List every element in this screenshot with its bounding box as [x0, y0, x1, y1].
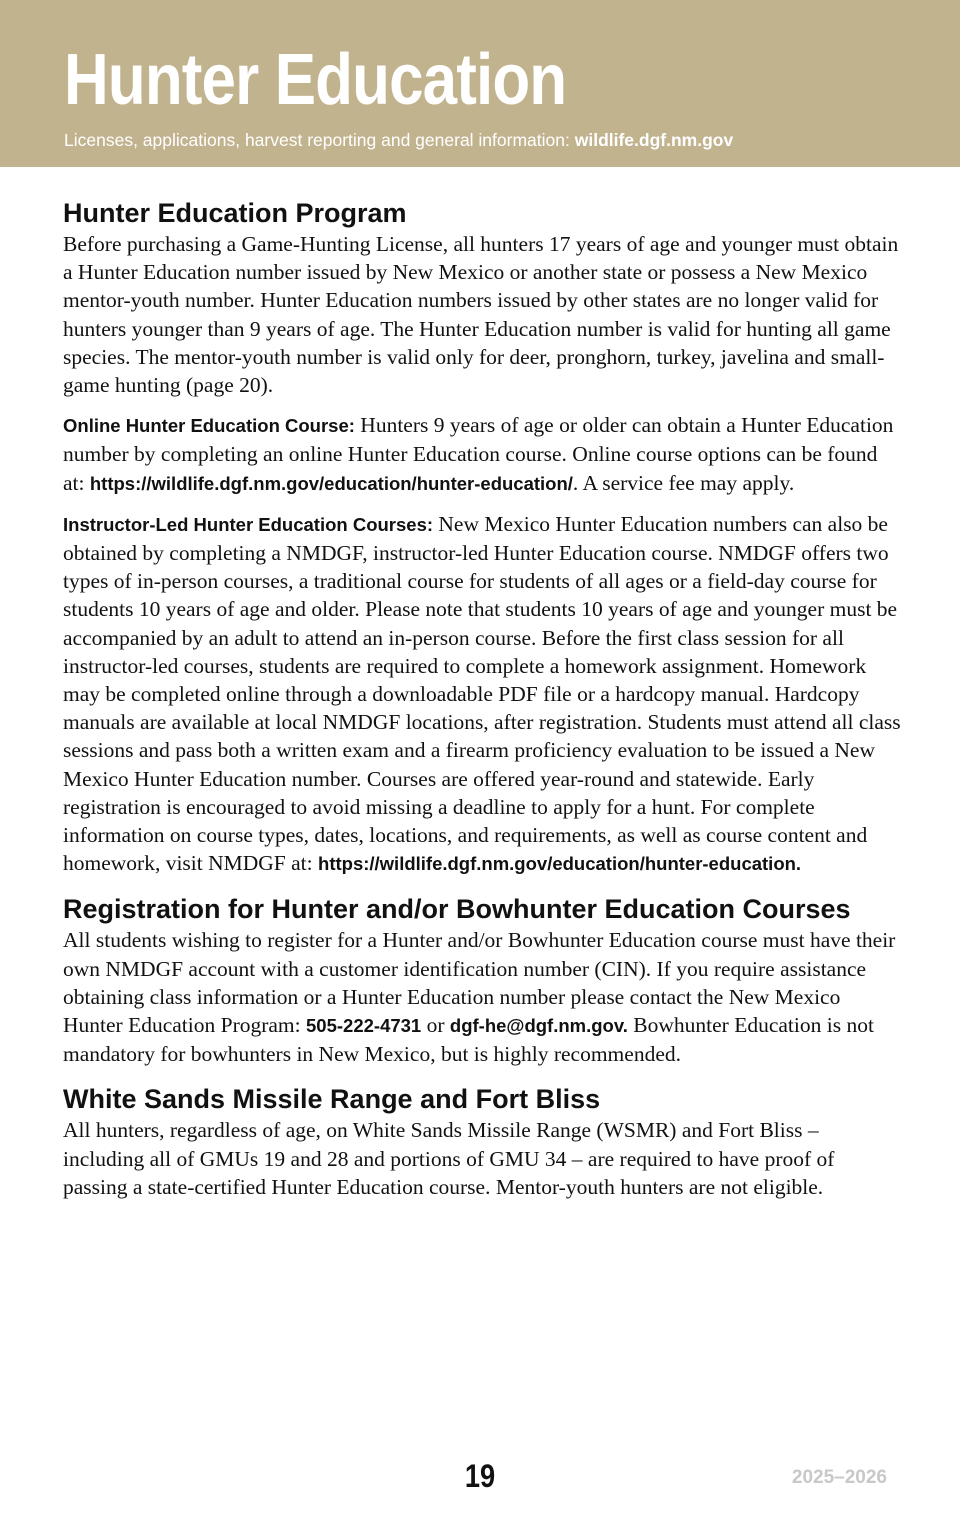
email-link[interactable]: dgf-he@dgf.nm.gov.	[449, 1015, 628, 1037]
header-banner	[0, 0, 960, 167]
instructor-course-lead: Instructor-Led Hunter Education Courses:	[63, 513, 434, 535]
edition-year: 2025–2026	[791, 1467, 887, 1488]
page-number: 19	[464, 1458, 496, 1494]
online-course-paragraph	[63, 411, 901, 498]
online-course-link[interactable]: https://wildlife.dgf.nm.gov/education/hunter-education/	[89, 472, 573, 494]
instructor-course-link[interactable]: https://wildlife.dgf.nm.gov/education/hunter-education.	[318, 853, 802, 875]
program-body: Before purchasing a Game-Hunting License, all hunters 17 years of age and younger must obtain a Hunter Education number issued by New Mexico or another state or possess a New Mexico mentor-youth number. Hunter Education numbers issued by other states are no longer valid for hunters younger than 9 years of age. The Hunter Education number is valid for hunting all game species. The mentor-youth number is valid only for deer, pronghorn, turkey, javelina and small-game hunting (page 20).	[63, 232, 899, 398]
section-heading-wsmr: White Sands Missile Range and Fort Bliss	[63, 1084, 601, 1115]
instructor-course-paragraph	[63, 510, 901, 879]
instructor-course-text: New Mexico Hunter Education numbers can also be obtained by completing a NMDGF, instructor-led Hunter Education course. NMDGF offers two types of in-person courses, a traditional course for students of all ages or a field-day course for students 10 years of age and older. Please note that students 10 years of age and younger must be accompanied by an adult to attend an in-person course. Before the first class session for all instructor-led courses, students are required to complete a homework assignment. Homework may be completed online through a downloadable PDF file or a hardcopy manual. Hardcopy manuals are available at local NMDGF locations, after registration. Students must attend all class sessions and pass both a written exam and a firearm proficiency evaluation to be issued a New Mexico Hunter Education number. Courses are offered year-round and statewide. Early registration is encouraged to avoid missing a deadline to apply for a hunt. For complete information on course types, dates, locations, and requirements, as well as course content and homework, visit NMDGF at:	[63, 511, 901, 876]
registration-or: or	[421, 1013, 450, 1038]
phone-number[interactable]: 505-222-4731	[306, 1015, 422, 1037]
main-content	[63, 196, 901, 1201]
registration-text-1: All students wishing to register for a Hunter and/or Bowhunter Education course must have their own NMDGF account with a customer identification number (CIN). If you require assistance obtaining class information or a Hunter Education number please contact the New Mexico Hunter Education Program:	[63, 928, 896, 1038]
registration-text-2: Bowhunter Education is not mandatory for bowhunters in New Mexico, but is highly recommended.	[63, 1013, 874, 1067]
header-subtitle	[64, 128, 733, 152]
page-title: Hunter Education	[64, 40, 567, 120]
subtitle-text: Licenses, applications, harvest reporting and general information:	[64, 130, 570, 150]
website-link[interactable]: wildlife.dgf.nm.gov	[574, 130, 734, 150]
online-course-after: . A service fee may apply.	[572, 470, 795, 495]
registration-paragraph	[63, 926, 901, 1068]
wsmr-body: All hunters, regardless of age, on White Sands Missile Range (WSMR) and Fort Bliss – including all of GMUs 19 and 28 and portions of GMU 34 – are required to have proof of passing a state-certified Hunter Education course. Mentor-youth hunters are not eligible.	[63, 1118, 835, 1199]
online-course-lead: Online Hunter Education Course:	[63, 415, 355, 437]
section-heading-registration: Registration for Hunter and/or Bowhunter Education Courses	[63, 894, 851, 925]
section-heading-program: Hunter Education Program	[63, 198, 407, 228]
online-course-text: Hunters 9 years of age or older can obtain a Hunter Education number by completing an online Hunter Education course. Online course options can be found at:	[63, 413, 894, 495]
